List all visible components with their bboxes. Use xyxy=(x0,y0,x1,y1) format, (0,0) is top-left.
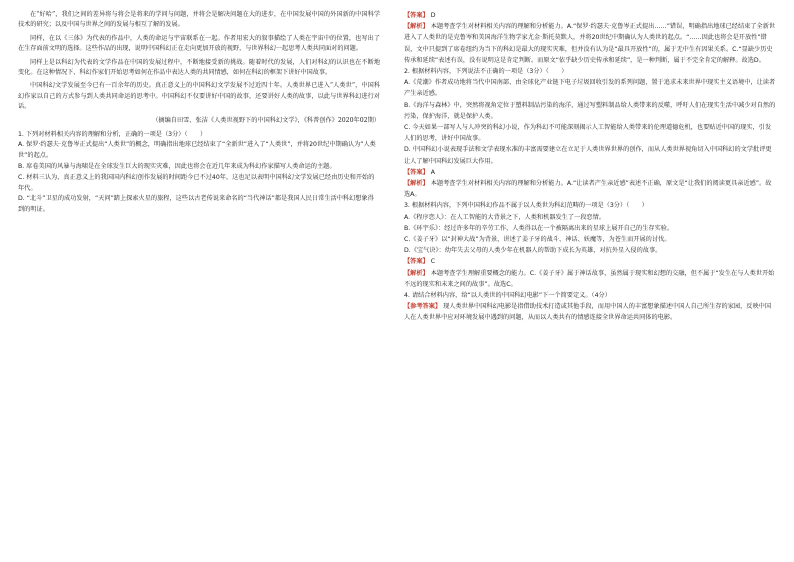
explanation-1-label: 【解析】 xyxy=(404,23,429,31)
question-1-option-c: C. 材料三认为，真正意义上的我国国内科幻创作发展的时间距今已不过40年，这也足以表明中国科幻文学发展已经由历史和开始的年代。 xyxy=(18,173,375,192)
question-2-option-a: A.《荒潮》作者成功地将当代中国南部、由全球化产业链下电子垃圾回收引发的系列问题，置于追求未来世界中现实主义语境中，让读者产生亲近感。 xyxy=(404,79,776,98)
answer-3: C xyxy=(430,258,436,266)
question-3-option-c: C.《姜子牙》以“封神大战”为背景，讲述了姜子牙的战斗、神话、妖魔等，为苍生而开展的讨伐。 xyxy=(404,236,671,244)
question-1-option-d: D. “北斗”卫星的成功发射，“天问”踏上探索火星的旅程，这些以古老传说来命名的“当代神话”都是我国人民日常生活中科幻想象得到的明证。 xyxy=(18,195,374,214)
answer-4: 现人类世界中国科幻电影是指借助技术打造或其他手段，而用中国人的丰富想象描述中国人自己所生存的家园，反映中国人在人类世界中应对环境发展中遇到的问题，从而以人类共有的情感连接全世界命运共同体的电影。 xyxy=(404,303,772,322)
question-1-option-a: A. 保罗·约瑟夫·克鲁岑正式提出“人类世”的概念，明确指出地球已经结束了“全新世”进入了“人类世”，并将20世纪中期确认为“人类世”的起点。 xyxy=(18,141,376,160)
question-2-stem: 2. 根据材料内容，下列说法不正确的一项是（3分）（ ） xyxy=(404,68,568,76)
explanation-1: 本题考查学生对材料相关内容的理解和分析能力。A.“保罗·约瑟夫·克鲁岑正式提出……”错误，明确指出地球已经结束了全新世进入了人类世的是克鲁岑和美国海洋生物学家尤金·斯托莫默人，并将20世纪中期确认为人类世的起点。“……因此也将会是开放性”错误，文中只提到了席卷纽约为当下的科幻是最大的现实灾难，但并没有认为是“最具开放性”的，属于无中生有因果关系。C.“显缺少历史传承和延续”表述有误，没有说明这是肯定判断。而原文“依乎缺少历史传承和延续”，是一种判断，属于不完全肯定的解释。故选D。 xyxy=(404,23,776,64)
question-2-option-b: B.《海洋与森林》中，突然将视角定位于塑料制品污染的海洋，通过写塑料制品给人类带来的反噬，呼吁人们在现实生活中减少对自然的污染，保护海洋，就是保护人类。 xyxy=(404,101,776,120)
explanation-3: 本题考查学生理解重要概念的能力。C.《姜子牙》属于神话故事，虽然属于现实和幻想的交融，但不属于“发生在与人类世开始不远的现实和未来之间的故事”。故选C。 xyxy=(404,269,775,288)
passage-paragraph-1: 在“好哈”，我们之间的差异将与将会是将来的学问与问题，并将会是解决问题在大的进步，在中国发展中国的外国新的中国科学技术的研究；以及中国与世界之间的发展与相互了解的发展。 xyxy=(18,11,380,29)
answer-1-label: 【答案】 xyxy=(404,12,429,19)
question-1-option-b: B. 席卷美国的风暴与海啸是在全球发生巨大的现实灾难，因此也将会在近几年来成为科幻作家描写人类命运的主题。 xyxy=(18,163,336,171)
left-column xyxy=(18,10,380,216)
answer-4-label: 【参考答案】 xyxy=(404,303,442,311)
question-3-option-d: D.《宝气诀》：幼年失去父母的人类少年在机器人的帮助下成长为英雄，对抗外星入侵的故事。 xyxy=(404,247,662,255)
question-2-option-c: C. 今天如果一部写人与人冲突的科幻小说，作为科幻不可能深刻揭示人工智能给人类带来的伦理道德危机，也要贴近中国的现实，引发人们的思考，讲好中国故事。 xyxy=(404,124,772,143)
explanation-2-label: 【解析】 xyxy=(404,180,429,188)
explanation-3-label: 【解析】 xyxy=(404,269,429,277)
answer-3-label: 【答案】 xyxy=(404,258,429,266)
passage-paragraph-3: 同样上是以科幻为代表的文学作品在中国的发展过程中，不断地接受新的挑战。随着时代的发展，人们对科幻的认识也在不断地变化。在这种情况下，科幻作家们开始思考如何在作品中表达人类的共同情感，如何在科幻的框架下讲好中国故事。 xyxy=(18,58,380,77)
question-3-option-b: B.《环宇乐》：经过许多年的辛劳工作，人类得以在一个被隔离出来的星球上展开自己的生存实验。 xyxy=(404,224,674,232)
right-column xyxy=(404,10,776,324)
passage-paragraph-4: 中国科幻文学发展至今已有一百余年的历史。真正意义上的中国科幻文学发展不过近四十年。人类世界已进入“人类世”，中国科幻作家以自己的方式参与到人类共同命运的思考中。中国科幻不仅要讲好中国的故事，还要讲好人类的故事，以此与世界科幻进行对话。 xyxy=(18,82,380,111)
passage-paragraph-2: 同样，在以《三体》为代表的作品中，人类的命运与宇宙联系在一起。作者用宏大的叙事描绘了人类在宇宙中的位置，也写出了在生存面前文明的选择。这些作品的出现，说明中国科幻正在走向更加开放的视野，与世界科幻一起思考人类共同面对的问题。 xyxy=(18,34,380,53)
question-3-stem: 3. 根据材料内容，下列中国科幻作品不属于以人类世为科幻范畴的一项是（3分）（ ） xyxy=(404,202,648,210)
question-4-stem: 4. 请结合材料内容，给“以人类世的中国科幻电影”下一个简要定义。（4分） xyxy=(404,292,611,300)
explanation-2: 本题考查学生对材料相关内容的理解和分析能力。A.“让读者产生亲近感”表述不正确，原文是“让我们的阅读更具亲近感”。故选A。 xyxy=(404,180,772,199)
answer-1: D xyxy=(430,12,436,19)
answer-2: A xyxy=(430,168,435,176)
question-1-stem: 1. 下列对材料相关内容的理解和分析，正确的一项是（3分）（ ） xyxy=(18,130,207,138)
answer-2-label: 【答案】 xyxy=(404,168,429,176)
question-2-option-d: D. 中国科幻小说表现手法和文学表现水准的丰富需要建立在立足于人类世界世界的创作，而从人类世界视角切入中国科幻的文学批评更让人了解中国科幻发展巨大作用。 xyxy=(404,146,772,165)
question-3-option-a: A.《程序恋人》：在人工智能的大背景之下，人类和机器发生了一段恋情。 xyxy=(404,213,605,221)
passage-source: （摘编自田雪、张洁《人类世视野下的中国科幻文学》，《科普创作》2020年02期） xyxy=(152,116,380,124)
